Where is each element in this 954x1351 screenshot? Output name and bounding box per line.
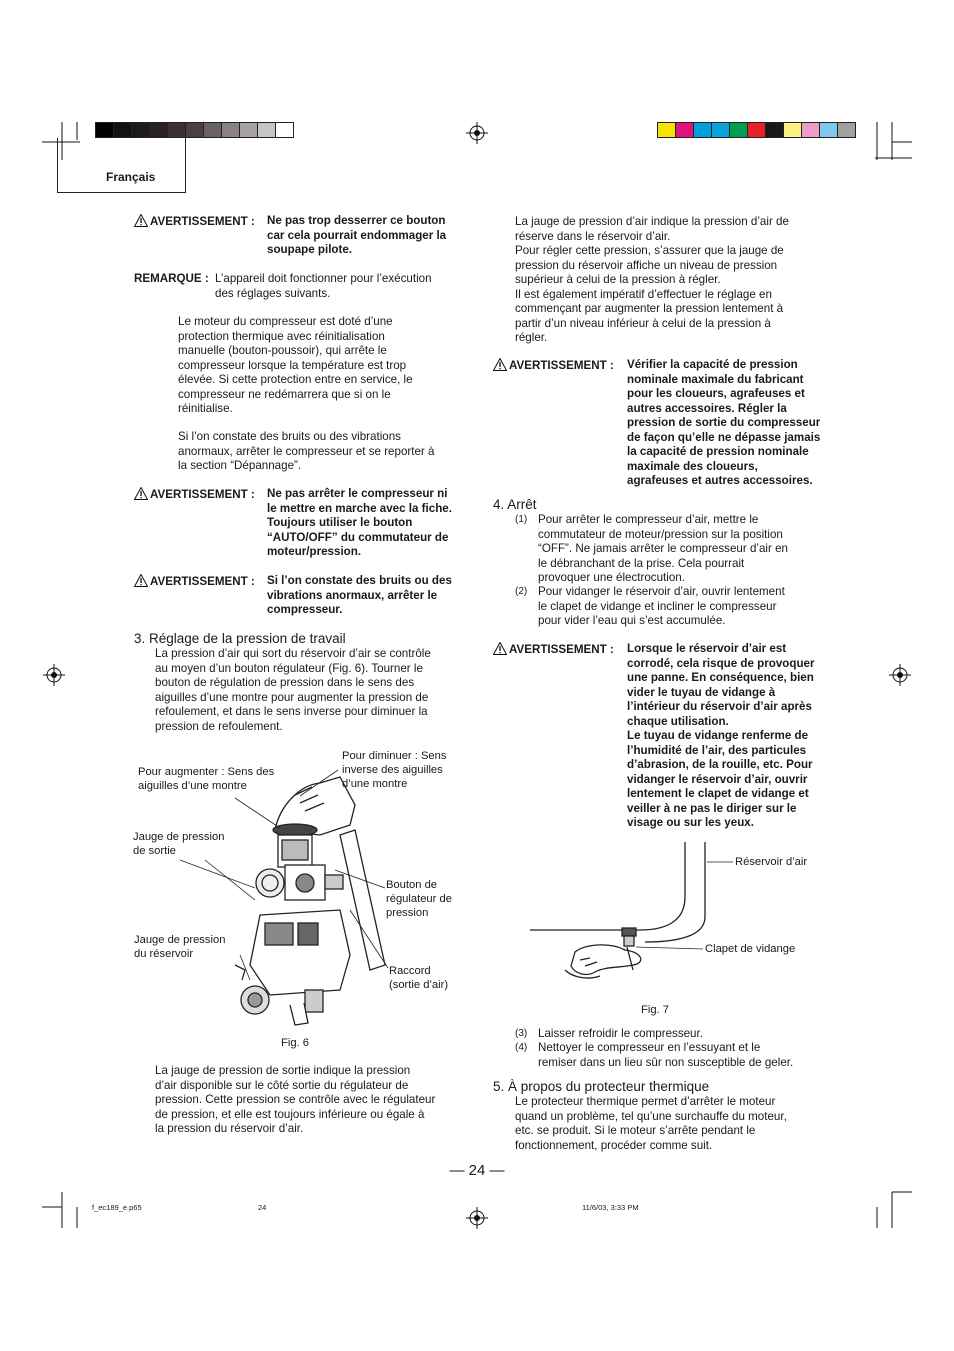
- text-line: La jauge de pression de sortie indique la pression: [155, 1064, 411, 1077]
- text-line: Bouton de: [386, 879, 438, 891]
- fig7-label-valve: Clapet de vidange: [705, 943, 796, 955]
- text-line: supérieur à celui de la pression à régler.: [515, 273, 721, 286]
- text-line: des réglages suivants.: [215, 286, 331, 300]
- warning-triangle-icon: [134, 574, 148, 587]
- text-line: de façon qu’elle ne dépasse jamais: [627, 430, 821, 444]
- section-heading: 4. Arrêt: [493, 497, 537, 512]
- color-swatch: [185, 122, 204, 138]
- text-line: bouton de régulation de pression dans le sens des: [155, 676, 415, 689]
- text-line: l’humidité de l’air, des particules: [627, 743, 807, 757]
- item-number: (2): [515, 586, 528, 597]
- registration-mark-icon: [889, 664, 911, 686]
- text-line: réinitialise.: [178, 402, 233, 415]
- text-line: la capacité de pression nominale: [627, 445, 809, 458]
- color-swatch: [131, 122, 150, 138]
- text-line: refoulement, et dans le sens inverse pour diminuer la: [155, 705, 428, 718]
- item-number: (1): [515, 514, 528, 525]
- color-swatch: [113, 122, 132, 138]
- text-line: Nettoyer le compresseur en l’essuyant et le: [538, 1041, 761, 1054]
- text-line: régler.: [515, 331, 548, 344]
- color-swatch: [167, 122, 186, 138]
- text-line: du réservoir: [134, 948, 194, 960]
- text-line: chaque utilisation.: [627, 714, 729, 728]
- text-line: remiser dans un lieu sûr non susceptible de geler.: [538, 1055, 794, 1069]
- registration-mark-icon: [466, 122, 488, 144]
- text-line: protection thermique avec réinitialisation: [178, 329, 385, 343]
- text-line: Le tuyau de vidange renferme de: [627, 729, 809, 742]
- text-line: L’appareil doit fonctionner pour l’exécution: [215, 272, 432, 285]
- text-line: corrodé, cela risque de provoquer: [627, 656, 815, 670]
- fig7-label-tank: Réservoir d’air: [735, 856, 808, 868]
- paragraph: [178, 315, 468, 417]
- text-line: Ne pas arrêter le compresseur ni: [267, 487, 448, 500]
- text-line: pression de sortie du compresseur: [627, 416, 821, 429]
- warning-label: AVERTISSEMENT :: [509, 643, 614, 656]
- fig7-caption: Fig. 7: [641, 1004, 669, 1016]
- text-line: d’une montre: [342, 778, 408, 790]
- color-swatch: [747, 122, 766, 138]
- text-line: moteur/pression.: [267, 545, 362, 558]
- color-swatch: [95, 122, 114, 138]
- text-line: Pour augmenter : Sens des: [138, 766, 275, 778]
- text-line: pression du réservoir affiche un niveau de pression: [515, 258, 778, 272]
- text-line: vibrations anormaux, arrêter le: [267, 588, 438, 602]
- numbered-item: [515, 1027, 825, 1042]
- text-line: compresseur lorsque la température est trop: [178, 358, 407, 372]
- text-line: Pour diminuer : Sens: [342, 750, 447, 762]
- text-line: le mettre en marche avec la fiche.: [267, 501, 452, 515]
- footer-page: 24: [258, 1203, 267, 1212]
- page-number: — 24 —: [449, 1162, 505, 1179]
- text-line: Raccord: [389, 965, 431, 977]
- color-swatch: [203, 122, 222, 138]
- text-line: l’intérieur du réservoir d’air après: [627, 700, 812, 713]
- text-line: le débranchant de la prise. Cela pourrait: [538, 556, 745, 570]
- text-line: de pression, et elle est toujours inférieure ou égale à: [155, 1107, 425, 1121]
- text-line: Le moteur du compresseur est doté d’une: [178, 315, 393, 328]
- text-line: pression. Cette pression se contrôle avec le régulateur: [155, 1093, 436, 1106]
- fig6-label-knob: [386, 878, 452, 920]
- footer-date: 11/6/03, 3:33 PM: [582, 1203, 639, 1212]
- warning-triangle-icon: [493, 358, 507, 371]
- text-line: Si l’on constate des bruits ou des: [267, 574, 452, 587]
- text-line: etc. se produit. Si le moteur s’arrête pendant le: [515, 1124, 756, 1137]
- text-line: aiguilles d’une montre: [138, 780, 247, 792]
- color-swatch: [239, 122, 258, 138]
- text-line: Toujours utiliser le bouton: [267, 516, 413, 529]
- color-swatch: [657, 122, 676, 138]
- text-line: pression: [386, 907, 429, 919]
- text-line: vider le tuyau de vidange à: [627, 685, 776, 699]
- numbered-item: [515, 585, 825, 629]
- color-swatch: [275, 122, 294, 138]
- text-line: pour vider l’eau qui s’est accumulée.: [538, 614, 726, 627]
- text-line: élevée. Si cette protection entre en service, le: [178, 373, 413, 386]
- text-line: Il est également impératif d’effectuer le réglage en: [515, 287, 772, 301]
- paragraph: [155, 647, 465, 734]
- color-swatch: [693, 122, 712, 138]
- text-line: nominale maximale du fabricant: [627, 372, 804, 386]
- section-heading: 5. À propos du protecteur thermique: [493, 1079, 710, 1094]
- color-swatch: [837, 122, 856, 138]
- text-line: fonctionnement, procéder comme suit.: [515, 1138, 713, 1152]
- text-line: vidanger le réservoir d’air, ouvrir: [627, 772, 808, 786]
- text-line: manuelle (bouton-poussoir), qui arrête le: [178, 344, 387, 357]
- footer-file: f_ec189_e.p65: [92, 1203, 142, 1212]
- warning-label: AVERTISSEMENT :: [150, 215, 255, 228]
- text-line: La pression d’air qui sort du réservoir d’air se contrôle: [155, 647, 431, 660]
- warning-triangle-icon: [493, 642, 507, 655]
- text-line: Laisser refroidir le compresseur.: [538, 1027, 703, 1040]
- item-number: (3): [515, 1028, 528, 1039]
- text-line: inverse des aiguilles: [342, 764, 443, 776]
- text-line: lentement le clapet de vidange et: [627, 787, 809, 800]
- text-line: compresseur ne redémarrera que si on le: [178, 387, 391, 401]
- text-line: Le protecteur thermique permet d’arrêter le moteur: [515, 1095, 776, 1108]
- fig6-label-outlet-gauge: [133, 830, 224, 858]
- language-label: Français: [106, 170, 156, 184]
- warning-label: AVERTISSEMENT :: [509, 359, 614, 372]
- text-line: réserve dans le réservoir d’air.: [515, 229, 671, 243]
- text-line: aiguilles d’une montre pour augmenter la pression de: [155, 690, 429, 704]
- text-line: commençant par augmenter la pression lentement à: [515, 302, 784, 315]
- fig6-label-increase: [138, 765, 274, 793]
- color-swatch: [765, 122, 784, 138]
- text-line: Lorsque le réservoir d’air est: [627, 642, 787, 655]
- text-line: (sortie d’air): [389, 979, 449, 991]
- numbered-item: [515, 1041, 825, 1070]
- fig6-label-decrease: [342, 749, 446, 791]
- paragraph: [155, 1064, 465, 1137]
- text-line: agrafeuses et autres accessoires.: [627, 474, 813, 487]
- color-swatch: [819, 122, 838, 138]
- text-line: le clapet de vidange et incliner le compresseur: [538, 599, 777, 613]
- color-swatch: [149, 122, 168, 138]
- remark-label: REMARQUE :: [134, 272, 209, 285]
- text-line: compresseur.: [267, 603, 343, 616]
- paragraph: [515, 215, 825, 346]
- text-line: soupape pilote.: [267, 243, 353, 256]
- numbered-item: [515, 513, 825, 586]
- text-line: Jauge de pression: [134, 934, 226, 946]
- text-line: pour les cloueurs, agrafeuses et: [627, 387, 805, 400]
- text-line: quand un problème, tel qu’une surchauffe du moteur,: [515, 1109, 787, 1123]
- text-line: anormaux, arrêter le compresseur et se reporter à: [178, 444, 435, 458]
- text-line: une panne. En conséquence, bien: [627, 671, 814, 684]
- color-swatch: [257, 122, 276, 138]
- text-line: la section “Dépannage”.: [178, 459, 302, 472]
- text-line: provoquer une électrocution.: [538, 571, 685, 584]
- text-line: d’abrasion, de la rouille, etc. Pour: [627, 758, 813, 771]
- registration-mark-icon: [43, 664, 65, 686]
- text-line: régulateur de: [386, 893, 452, 905]
- color-swatch: [675, 122, 694, 138]
- warning-triangle-icon: [134, 214, 148, 227]
- paragraph: [515, 1095, 825, 1153]
- language-tab: [57, 138, 186, 193]
- fig6-label-tank-gauge: [134, 933, 225, 961]
- text-line: Si l’on constate des bruits ou des vibrations: [178, 430, 401, 443]
- text-line: Pour régler cette pression, s’assurer que la jauge de: [515, 244, 784, 257]
- text-line: au moyen d’un bouton régulateur (Fig. 6). Tourner le: [155, 661, 423, 675]
- text-line: veiller à ne pas le diriger sur le: [627, 801, 797, 815]
- paragraph: [178, 430, 468, 474]
- warning-label: AVERTISSEMENT :: [150, 575, 255, 588]
- warning-label: AVERTISSEMENT :: [150, 488, 255, 501]
- text-line: Ne pas trop desserrer ce bouton: [267, 214, 446, 227]
- text-line: Vérifier la capacité de pression: [627, 358, 798, 371]
- text-line: de sortie: [133, 845, 176, 857]
- text-line: commutateur de moteur/pression sur la position: [538, 527, 783, 541]
- fig6-caption: Fig. 6: [281, 1037, 309, 1049]
- text-line: Pour arrêter le compresseur d’air, mettre le: [538, 513, 759, 526]
- text-line: La jauge de pression d’air indique la pression d’air de: [515, 215, 789, 228]
- text-line: visage ou sur les yeux.: [627, 816, 754, 829]
- text-line: la pression du réservoir d’air.: [155, 1122, 304, 1135]
- text-line: car cela pourrait endommager la: [267, 228, 447, 242]
- fig6-label-coupler: [389, 964, 448, 992]
- registration-mark-icon: [466, 1207, 488, 1229]
- text-line: pression de refoulement.: [155, 719, 283, 733]
- text-line: Jauge de pression: [133, 831, 225, 843]
- text-line: “AUTO/OFF” du commutateur de: [267, 530, 449, 544]
- item-number: (4): [515, 1042, 528, 1053]
- color-swatch: [221, 122, 240, 138]
- color-swatch: [711, 122, 730, 138]
- text-line: “OFF”. Ne jamais arrêter le compresseur d’air en: [538, 542, 788, 555]
- color-swatch: [783, 122, 802, 138]
- text-line: Pour vidanger le réservoir d’air, ouvrir lentement: [538, 585, 785, 598]
- text-line: autres accessoires. Régler la: [627, 401, 787, 415]
- color-swatch: [801, 122, 820, 138]
- warning-triangle-icon: [134, 487, 148, 500]
- color-swatch: [729, 122, 748, 138]
- text-line: partir d’un niveau inférieur à celui de la pression à: [515, 316, 771, 330]
- section-heading: 3. Réglage de la pression de travail: [134, 631, 346, 646]
- text-line: d’air disponible sur le côté sortie du régulateur de: [155, 1078, 409, 1092]
- text-line: maximale des cloueurs,: [627, 459, 758, 473]
